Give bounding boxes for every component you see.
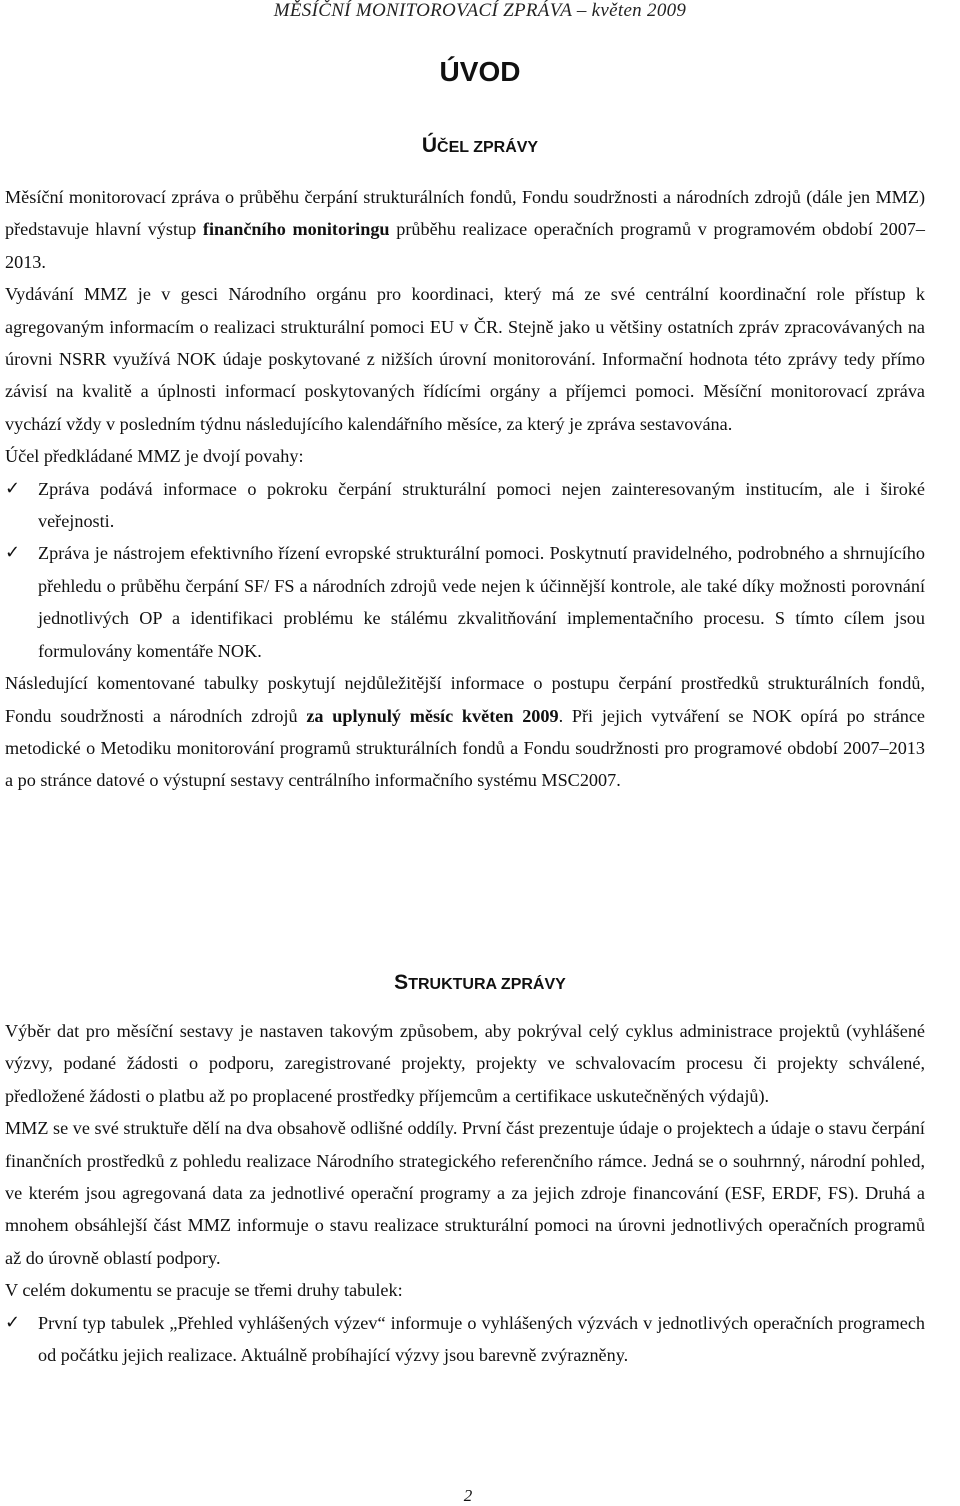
section-body-ucel — [5, 181, 925, 797]
section-heading-rest: TRUKTURA ZPRÁVY — [408, 976, 566, 993]
text-run: průběhu realizace operačních programů v programovém období 2007–2013. — [5, 219, 925, 272]
section-heading-cap: S — [394, 971, 409, 994]
text-run: Měsíční monitorovací zpráva o průběhu čerpání strukturálních fondů, Fondu soudržnosti a národních zdrojů (dále jen MMZ) představuje hlavní výstup — [5, 187, 925, 240]
check-mark-icon: ✓ — [5, 542, 21, 564]
paragraph: Vydávání MMZ je v gesci Národního orgánu pro koordinaci, který má ze své centrální koordinační role přístup k agregovaným informacím o realizaci strukturální pomoci EU v ČR. Stejně jako u většiny ostatních zpráv zpracovávaných na úrovni NSRR využívá NOK údaje poskytované z nižších úrovní monitorování. Informační hodnota této zprávy tedy přímo závisí na kvalitě a úplnosti informací poskytovaných řídícími orgány a příjemci pomoci. Měsíční monitorovací zpráva vychází vždy v posledním týdnu následujícího kalendářního měsíce, za který je zpráva sestavována. — [5, 284, 925, 434]
text-run: Následující komentované tabulky poskytují nejdůležitější informace o postupu čerpání prostředků strukturálních fondů, Fondu soudržnosti a národních zdrojů — [5, 673, 925, 726]
list-item — [5, 1307, 925, 1372]
running-header — [0, 0, 960, 22]
page-title: ÚVOD — [439, 56, 521, 87]
list-item-text: Zpráva je nástrojem efektivního řízení evropské strukturální pomoci. Poskytnutí pravidelného, podrobného a shrnujícího přehledu o průběhu čerpání SF/ FS a národních zdrojů vede nejen k účinnější kontrole, ale také díky možnosti porovnání jednotlivých OP a identifikaci problému ke stálému zkvalitňování implementačního procesu. S tímto cílem jsou formulovány komentáře NOK. — [38, 543, 925, 661]
paragraph: Účel předkládané MMZ je dvojí povahy: — [5, 446, 304, 467]
section-heading-rest: ČEL ZPRÁVY — [437, 139, 539, 156]
check-mark-icon: ✓ — [5, 477, 21, 499]
section-heading-ucel — [0, 134, 960, 158]
page-number: 2 — [463, 1486, 473, 1505]
bullet-list — [5, 473, 925, 667]
paragraph: MMZ se ve své struktuře dělí na dva obsahově odlišné oddíly. První část prezentuje údaje o projektech a údaje o stavu čerpání finančních prostředků z pohledu realizace Národního strategického referenčního rámce. Jedná se o souhrnný, národní pohled, ve kterém jsou agregovaná data za jednotlivé operační programy a za jejich zdroje financování (ESF, ERDF, FS). Druhá a mnohem obsáhlejší část MMZ informuje o stavu realizace strukturální pomoci na úrovni jednotlivých operačních programů až do úrovně oblastí podpory. — [5, 1118, 925, 1268]
paragraph: Výběr dat pro měsíční sestavy je nastaven takovým způsobem, aby pokrýval celý cyklus administrace projektů (vyhlášené výzvy, podané žádosti o podporu, zaregistrované projekty, projekty ve schvalovacím procesu či projekty schválené, předložené žádosti o platbu až po proplacené prostředky příjemcům a certifikace uskutečněných výdajů). — [5, 1021, 925, 1106]
list-item-text: První typ tabulek „Přehled vyhlášených výzev“ informuje o vyhlášených výzvách v jednotlivých operačních programech od počátku jejich realizace. Aktuálně probíhající výzvy jsou barevně zvýrazněny. — [38, 1312, 925, 1366]
list-item — [5, 537, 925, 667]
list-item — [5, 473, 925, 538]
paragraph — [5, 181, 925, 278]
running-title: MĚSÍČNÍ MONITOROVACÍ ZPRÁVA – květen 2009 — [273, 0, 687, 21]
list-item-text: Zpráva podává informace o pokroku čerpání strukturální pomoci nejen zainteresovaným institucím, ale i široké veřejnosti. — [38, 478, 925, 532]
bold-text: finančního monitoringu — [202, 219, 390, 240]
paragraph: V celém dokumentu se pracuje se třemi druhy tabulek: — [5, 1280, 403, 1301]
bold-text: za uplynulý měsíc květen 2009 — [306, 705, 559, 726]
section-heading-struktura — [0, 971, 960, 995]
section-heading-cap: Ú — [421, 134, 438, 157]
paragraph — [5, 667, 925, 797]
text-run: . Při jejich vytváření se NOK opírá po stránce metodické o Metodiku monitorování programů strukturálních fondů a Fondu soudržnosti pro programové období 2007–2013 a po stránce datové o výstupní sestavy centrálního informačního systému MSC2007. — [5, 705, 926, 791]
bullet-list — [5, 1307, 925, 1372]
section-body-struktura — [5, 1015, 925, 1371]
check-mark-icon: ✓ — [5, 1311, 21, 1333]
